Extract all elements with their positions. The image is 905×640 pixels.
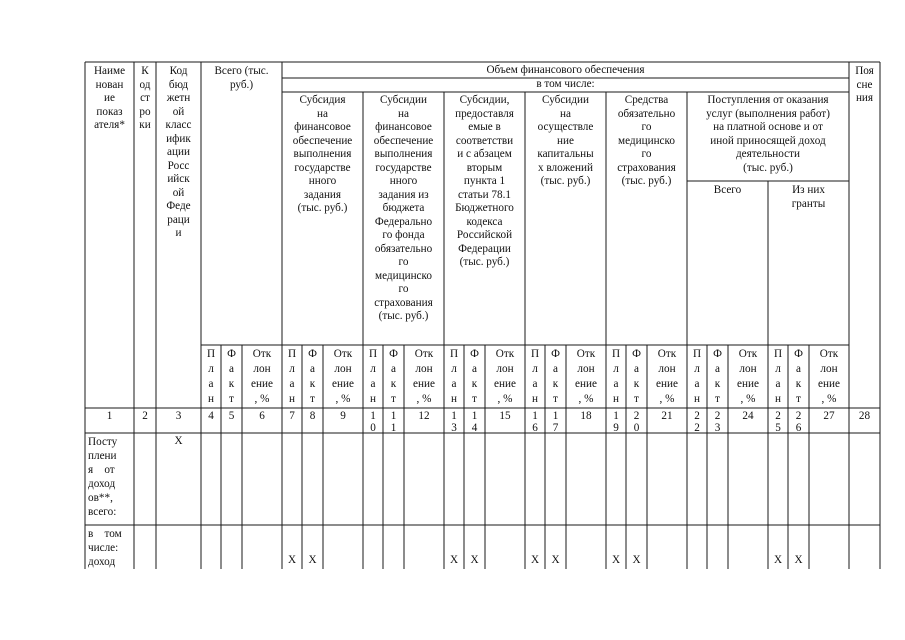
plan-subheader: П л а н: [530, 348, 540, 405]
column-number: 1 9: [613, 410, 619, 434]
deviation-subheader: Отк лон ение , %: [737, 348, 759, 405]
column-number: 7: [289, 410, 295, 422]
subsidy-capital-header: Субсидии на осуществле ние капитальны х вложений (тыс. руб.): [537, 94, 594, 187]
deviation-subheader: Отк лон ение , %: [656, 348, 678, 405]
plan-subheader: П л а н: [368, 348, 378, 405]
column-number: 24: [742, 410, 754, 422]
subsidy-781-header: Субсидии, предоставля емые в соответстви и с абзацем вторым пункта 1 статьи 78.1 Бюджетного кодекса Российской Федерации (тыс. руб.): [455, 94, 514, 268]
total-header: Всего (тыс. руб.): [214, 65, 269, 91]
column-number: 1 3: [451, 410, 457, 434]
financing-volume-header: Объем финансового обеспечения: [486, 64, 645, 76]
column-number: 2 2: [694, 410, 700, 434]
column-number: 6: [259, 410, 265, 422]
oms-funds-header: Средства обязательно го медицинско го страхования (тыс. руб.): [617, 94, 676, 187]
column-number: 5: [228, 410, 235, 422]
fact-subheader: Ф а к т: [227, 348, 236, 405]
fact-subheader: Ф а к т: [551, 348, 560, 405]
deviation-subheader: Отк лон ение , %: [413, 348, 435, 405]
fact-subheader: Ф а к т: [794, 348, 803, 405]
column-number: 2 0: [633, 410, 640, 434]
column-number: 18: [580, 410, 592, 422]
column-number: 28: [858, 410, 871, 422]
subsidy-ffoms-header: Субсидии на финансовое обеспечение выполнения государстве нного задания из бюджета Федерально го фонда обязательно го медицинско го страхования (тыс. руб.): [373, 94, 434, 322]
subsidy-state-task-header: Субсидия на финансовое обеспечение выполнения государстве нного задания (тыс. руб.): [292, 94, 353, 214]
column-number: 4: [208, 410, 214, 422]
row-mark: X: [470, 554, 479, 566]
column-number: 12: [418, 410, 430, 422]
paid-services-header: Поступления от оказания услуг (выполнения работ) на платной основе и от иной приносящей доход деятельности (тыс. руб.): [706, 94, 830, 174]
column-number: 1 4: [471, 410, 478, 434]
plan-subheader: П л а н: [287, 348, 297, 405]
column-number: 15: [499, 410, 511, 422]
column-number: 2 5: [775, 410, 781, 434]
paid-total-header: Всего: [713, 184, 742, 196]
row-mark: X: [551, 554, 560, 566]
row-mark: X: [773, 554, 783, 566]
deviation-subheader: Отк лон ение , %: [575, 348, 597, 405]
fact-subheader: Ф а к т: [713, 348, 722, 405]
column-number: 9: [340, 410, 346, 422]
column-number: 2: [142, 410, 148, 422]
deviation-subheader: Отк лон ение , %: [494, 348, 516, 405]
column-number: 27: [823, 410, 835, 422]
indicator-name-header: Наиме нован ие показ ателя*: [93, 65, 126, 131]
plan-subheader: П л а н: [206, 348, 216, 405]
row-mark: X: [611, 554, 621, 566]
column-number: 1 7: [552, 410, 559, 434]
column-number: 1 6: [532, 410, 538, 434]
column-number: 2 3: [714, 410, 721, 434]
plan-subheader: П л а н: [692, 348, 702, 405]
row-mark: X: [449, 554, 459, 566]
row-mark: X: [530, 554, 540, 566]
column-number: 1: [106, 410, 113, 422]
paid-grants-header: Из них гранты: [791, 184, 826, 210]
fact-subheader: Ф а к т: [632, 348, 641, 405]
row-mark: X: [632, 554, 641, 566]
plan-subheader: П л а н: [611, 348, 621, 405]
column-number: 8: [309, 410, 316, 422]
row-code-header: К од ст ро ки: [139, 65, 151, 131]
deviation-subheader: Отк лон ение , %: [251, 348, 273, 405]
row-label: Посту плени я от доход ов**, всего:: [88, 436, 118, 518]
row-mark: X: [794, 554, 803, 566]
explanation-header: Поя сне ния: [855, 65, 874, 104]
column-number: 21: [661, 410, 673, 422]
deviation-subheader: Отк лон ение , %: [818, 348, 840, 405]
column-number: 3: [175, 410, 182, 422]
including-header: в том числе:: [536, 78, 595, 90]
deviation-subheader: Отк лон ение , %: [332, 348, 354, 405]
plan-subheader: П л а н: [449, 348, 459, 405]
column-number: 1 0: [370, 410, 376, 434]
row-mark: X: [308, 554, 317, 566]
row-label: в том числе: доход: [88, 528, 122, 568]
row-code-mark: X: [174, 435, 183, 447]
column-number: 2 6: [795, 410, 802, 434]
budget-code-header: Код бюд жетн ой класс ифик ации Росс ийск ой Феде раци и: [165, 65, 192, 239]
fact-subheader: Ф а к т: [470, 348, 479, 405]
column-number: 1 1: [390, 410, 397, 434]
plan-subheader: П л а н: [773, 348, 783, 405]
fact-subheader: Ф а к т: [308, 348, 317, 405]
row-mark: X: [287, 554, 297, 566]
fact-subheader: Ф а к т: [389, 348, 398, 405]
